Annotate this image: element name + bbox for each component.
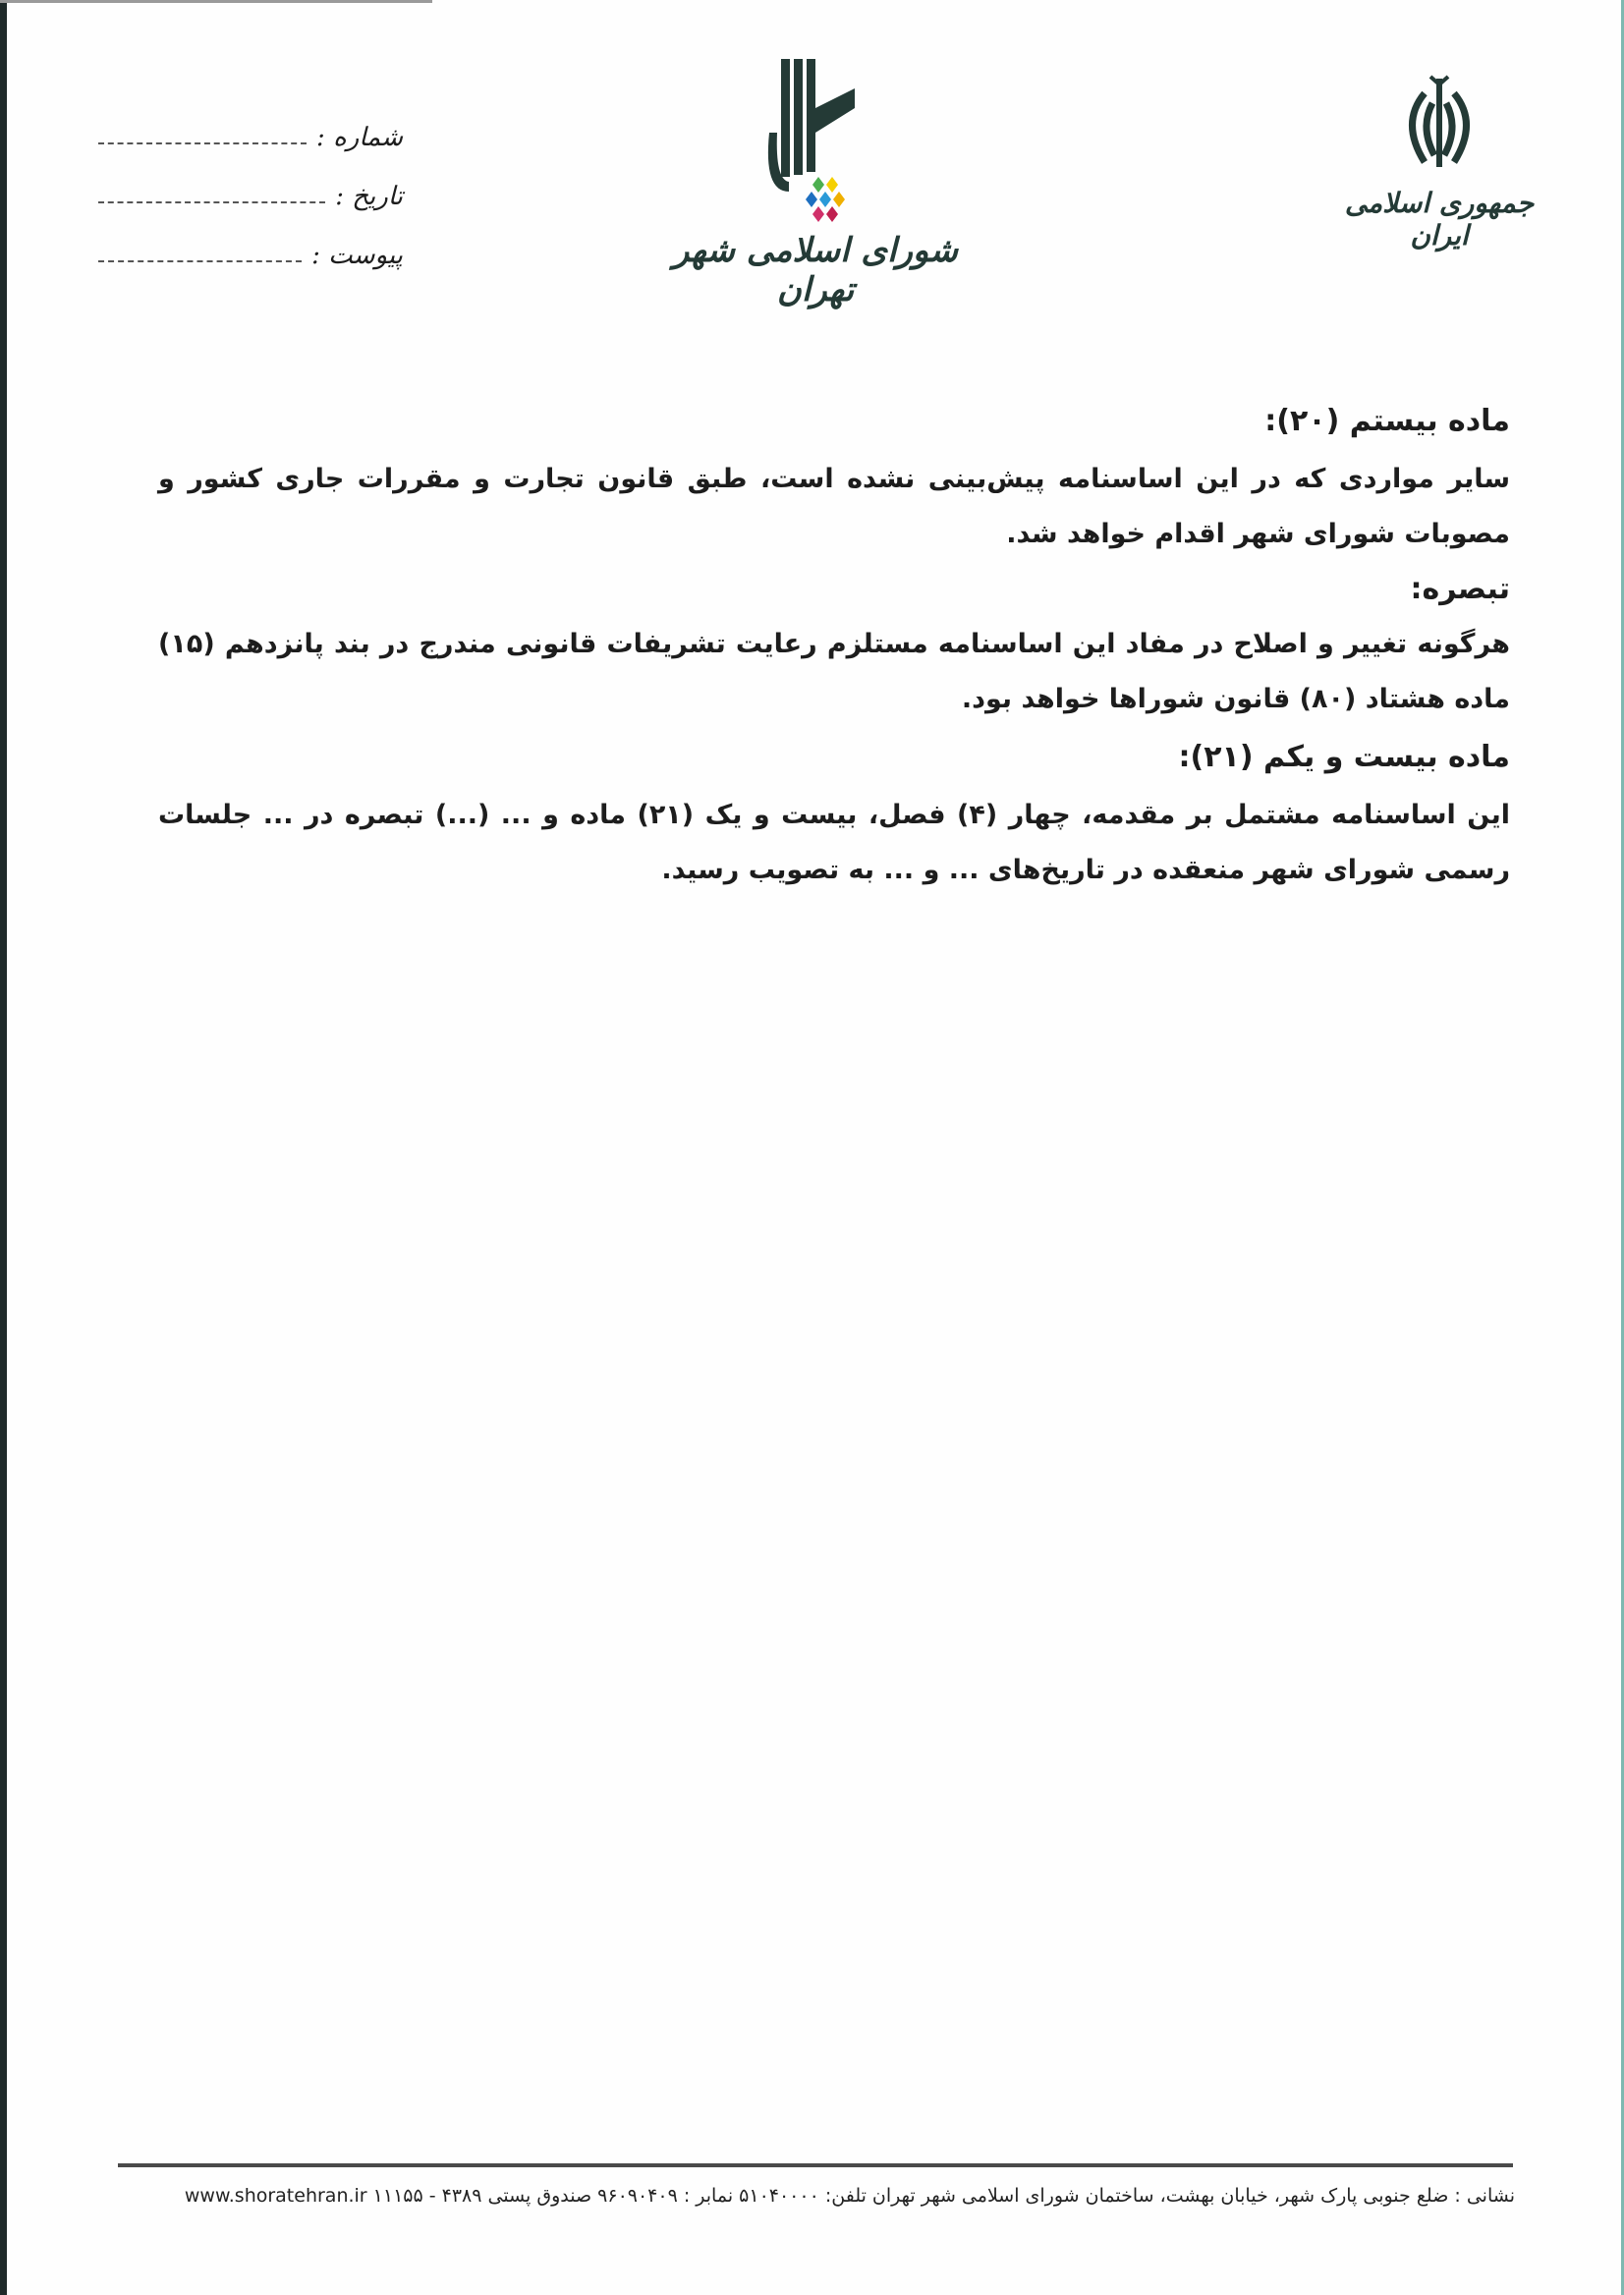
iran-emblem: [1341, 69, 1538, 252]
number-field: [98, 93, 403, 152]
tehran-council-logo: [648, 54, 982, 309]
attachment-field: [98, 211, 403, 270]
date-label: تاریخ :: [335, 182, 403, 211]
attachment-label: پیوست :: [311, 241, 403, 270]
article-21-heading: ماده بیست و یکم (۲۱):: [1178, 740, 1510, 774]
scan-edge-top: [0, 0, 432, 3]
number-dots: [98, 141, 307, 144]
article-21-text: این اساسنامه مشتمل بر مقدمه، چهار (۴) فصل، بیست و یک (۲۱) ماده و ... (...) تبصره در ... جلسات رسمی شورای شهر منعقده در تاریخ‌های ... و ... به تصویب رسید.: [158, 800, 1510, 885]
iran-emblem-icon: [1395, 69, 1484, 177]
note-heading: تبصره:: [1410, 572, 1510, 606]
footer-address: نشانی : ضلع جنوبی پارک شهر، خیابان بهشت، ساختمان شورای اسلامی شهر تهران تلفن: ۵۱۰۴۰۰۰۰ نمابر : ۹۶۰۹۰۴۰۹ صندوق پستی ۴۳۸۹ - ۱۱۱۵۵ www.shoratehran.ir: [184, 2185, 1515, 2207]
document-body: [158, 391, 1510, 898]
article-20-heading: ماده بیستم (۲۰):: [1264, 404, 1510, 438]
reference-fields: [98, 93, 403, 270]
footer-divider: [118, 2163, 1513, 2167]
number-label: شماره :: [316, 123, 403, 152]
note-text: هرگونه تغییر و اصلاح در مفاد این اساسنامه مستلزم رعایت تشریفات قانونی مندرج در بند پانزدهم (۱۵) ماده هشتاد (۸۰) قانون شوراها خواهد بود.: [158, 629, 1510, 714]
council-logo-icon: [742, 54, 889, 231]
emblem-text: جمهوری اسلامی ایران: [1344, 187, 1535, 252]
attachment-dots: [98, 259, 302, 262]
date-field: [98, 152, 403, 211]
article-20-text: سایر مواردی که در این اساسنامه پیش‌بینی نشده است، طبق قانون تجارت و مقررات جاری کشور و مصوبات شورای شهر اقدام خواهد شد.: [158, 464, 1510, 549]
scan-edge-left: [0, 0, 7, 2295]
date-dots: [98, 200, 325, 203]
council-logo-text: شورای اسلامی شهر تهران: [673, 231, 958, 309]
